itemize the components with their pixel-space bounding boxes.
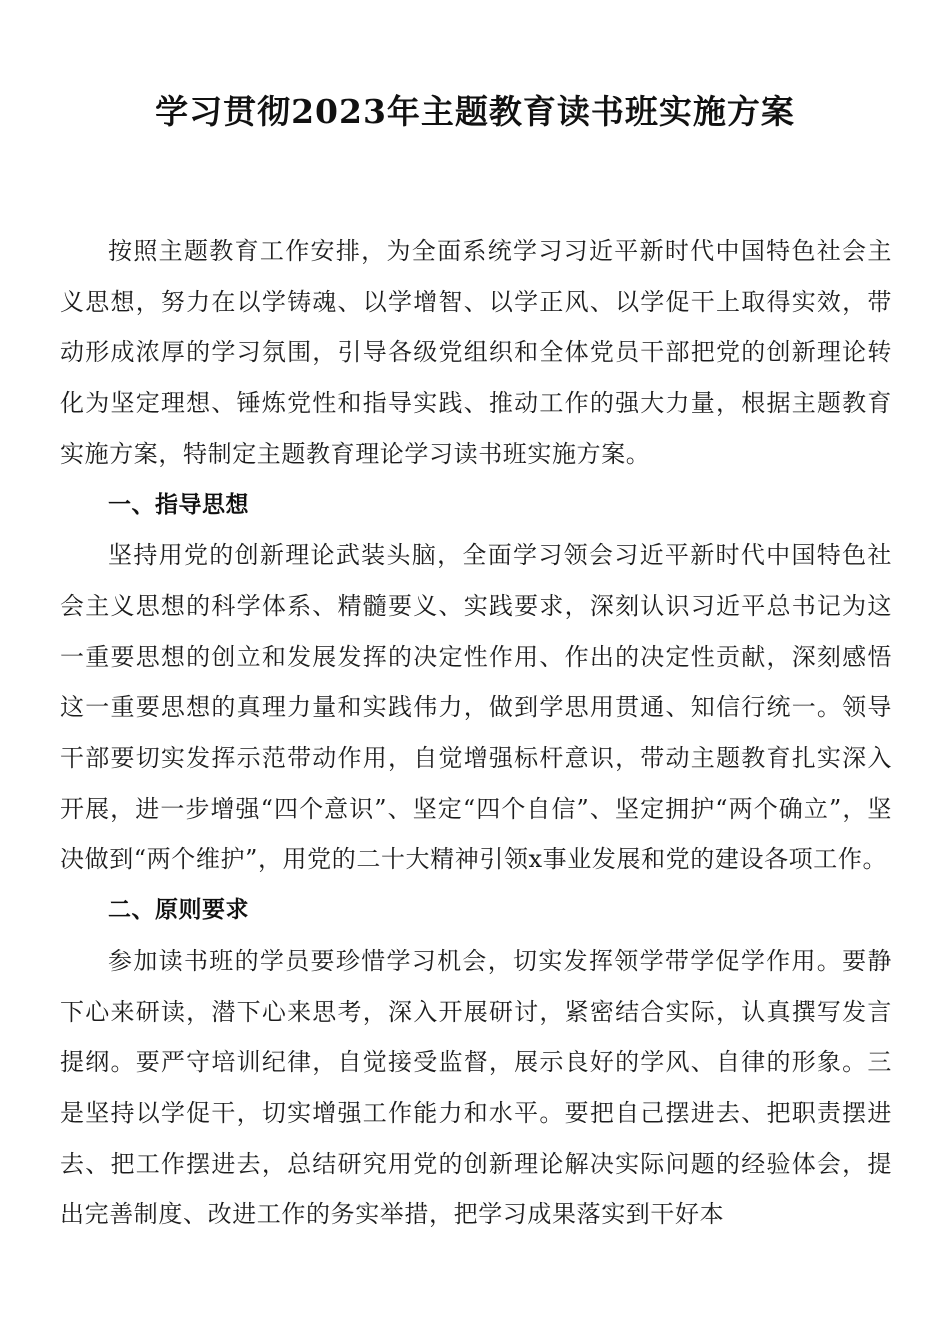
section-paragraph-guiding-ideology: 坚持用党的创新理论武装头脑，全面学习领会习近平新时代中国特色社会主义思想的科学体系、精髓要义、实践要求，深刻认识习近平总书记为这一重要思想的创立和发展发挥的决定性作用、作出的决定性贡献，深刻感悟这一重要思想的真理力量和实践伟力，做到学思用贯通、知信行统一。领导干部要切实发挥示范带动作用，自觉增强标杆意识，带动主题教育扎实深入开展，进一步增强“四个意识”、坚定“四个自信”、坚定拥护“两个确立”，坚决做到“两个维护”，用党的二十大精神引领x事业发展和党的建设各项工作。 [60,541,892,874]
section-heading-principles: 二、原则要求 [108,897,249,924]
intro-paragraph: 按照主题教育工作安排，为全面系统学习习近平新时代中国特色社会主义思想，努力在以学铸魂、以学增智、以学正风、以学促干上取得实效，带动形成浓厚的学习氛围，引导各级党组织和全体党员干部把党的创新理论转化为坚定理想、锤炼党性和指导实践、推动工作的强大力量，根据主题教育实施方案，特制定主题教育理论学习读书班实施方案。 [60,237,892,468]
document-title: 学习贯彻2023年主题教育读书班实施方案 [155,92,795,131]
section-paragraph-principles: 参加读书班的学员要珍惜学习机会，切实发挥领学带学促学作用。要静下心来研读，潜下心来思考，深入开展研讨，紧密结合实际，认真撰写发言提纲。要严守培训纪律，自觉接受监督，展示良好的学风、自律的形象。三是坚持以学促干，切实增强工作能力和水平。要把自己摆进去、把职责摆进去、把工作摆进去，总结研究用党的创新理论解决实际问题的经验体会，提出完善制度、改进工作的务实举措，把学习成果落实到干好本 [60,946,892,1229]
section-heading-guiding-ideology: 一、指导思想 [108,491,249,518]
document-body [60,226,892,1240]
